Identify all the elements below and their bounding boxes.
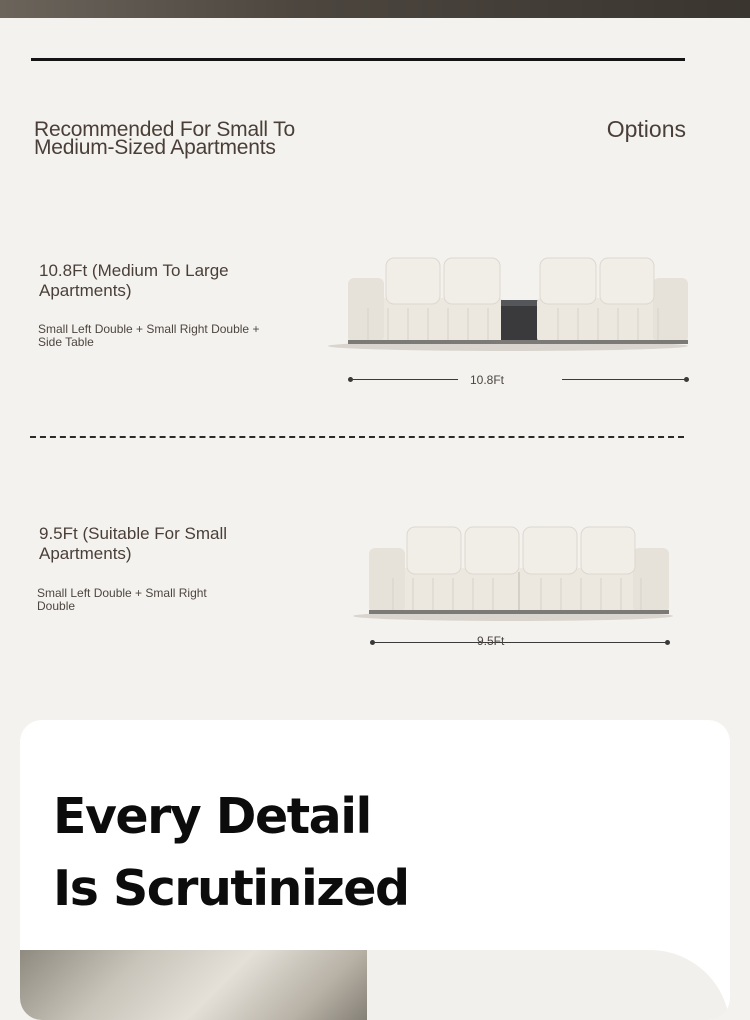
dashed-divider	[30, 436, 684, 438]
detail-heading-line-2: Is Scrutinized	[53, 860, 409, 917]
options-label: Options	[606, 116, 686, 142]
option-2-title: 9.5Ft (Suitable For Small Apartments)	[39, 524, 228, 563]
option-1-title: 10.8Ft (Medium To Large Apartments)	[39, 261, 229, 300]
dimension-1-line-right	[562, 379, 687, 380]
dimension-1-end-dot	[684, 377, 689, 382]
photo-panel	[367, 950, 730, 1020]
dimension-2-end-dot	[665, 640, 670, 645]
dimension-1-label: 10.8Ft	[470, 373, 505, 387]
option-1-description: Small Left Double + Small Right Double + Side Table	[38, 322, 260, 349]
detail-card	[20, 720, 730, 1020]
section-heading: Recommended For Small To Medium-Sized Apartments	[34, 118, 295, 159]
dimension-2-line	[372, 642, 668, 643]
top-photo-strip	[0, 0, 750, 18]
detail-heading-line-1: Every Detail	[53, 788, 371, 845]
dimension-1-line-left	[350, 379, 458, 380]
option-2-description: Small Left Double + Small Right Double	[37, 586, 207, 613]
sofa-9-5ft-image	[345, 520, 680, 625]
top-divider	[31, 58, 685, 61]
leather-detail-photo	[20, 950, 367, 1020]
sofa-10-8ft-image	[318, 250, 698, 355]
dimension-2-label: 9.5Ft	[477, 634, 505, 648]
